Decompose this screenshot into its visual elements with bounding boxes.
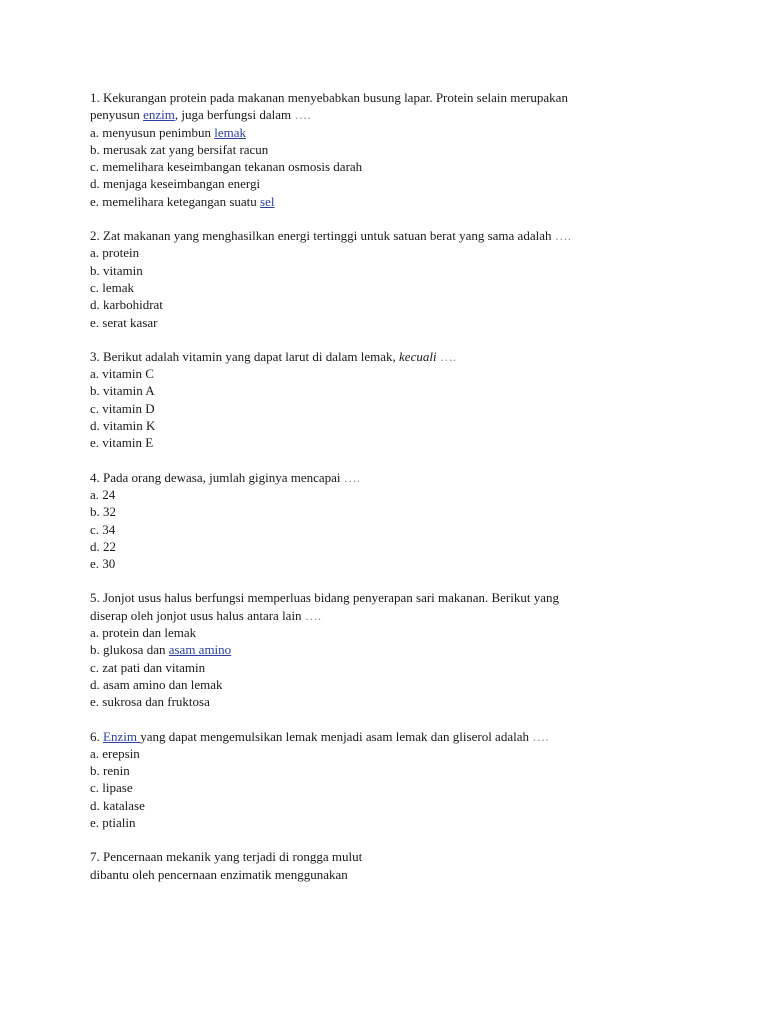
answer-option: [90, 365, 690, 382]
quiz-document: [90, 89, 690, 900]
answer-blank-ellipsis: ….: [343, 469, 361, 485]
glossary-link[interactable]: sel: [260, 193, 275, 209]
text-run: c. vitamin D: [90, 400, 155, 416]
text-run: , juga berfungsi dalam: [174, 107, 295, 123]
glossary-link[interactable]: enzim: [143, 107, 175, 123]
question-3: [90, 348, 690, 452]
question-1: [90, 89, 690, 210]
text-run: e. vitamin E: [90, 435, 154, 451]
question-4: [90, 469, 690, 573]
answer-option: [90, 417, 690, 434]
answer-option: [90, 797, 690, 814]
answer-option: [90, 624, 690, 641]
question-stem-line: [90, 348, 690, 365]
text-run: b. 32: [90, 504, 116, 520]
answer-option: [90, 676, 690, 693]
text-run: penyusun: [90, 107, 144, 123]
question-stem-line: [90, 607, 690, 624]
answer-blank-ellipsis: ….: [439, 348, 457, 364]
question-stem-line: [90, 728, 690, 745]
text-run: c. 34: [90, 521, 116, 537]
question-stem-line: [90, 866, 690, 883]
question-stem-line: [90, 469, 690, 486]
answer-option: [90, 262, 690, 279]
question-6: [90, 728, 690, 832]
answer-option: [90, 314, 690, 331]
answer-option: [90, 296, 690, 313]
text-run: 3. Berikut adalah vitamin yang dapat larut di dalam lemak,: [90, 348, 400, 364]
answer-option: [90, 279, 690, 296]
text-run: e. sukrosa dan fruktosa: [90, 694, 210, 710]
question-stem-line: [90, 589, 690, 606]
answer-option: [90, 434, 690, 451]
text-run: a. vitamin C: [90, 366, 154, 382]
text-run: a. 24: [90, 486, 116, 502]
text-run: dibantu oleh pencernaan enzimatik menggunakan: [90, 866, 348, 882]
answer-option: [90, 693, 690, 710]
text-run: a. protein: [90, 245, 140, 261]
question-stem-line: [90, 848, 690, 865]
text-run: d. katalase: [90, 797, 145, 813]
answer-option: [90, 745, 690, 762]
text-run: c. memelihara keseimbangan tekanan osmosis darah: [90, 159, 363, 175]
text-run: a. erepsin: [90, 745, 140, 761]
answer-option: [90, 762, 690, 779]
answer-option: [90, 503, 690, 520]
answer-option: [90, 538, 690, 555]
glossary-link[interactable]: lemak: [214, 124, 246, 140]
text-run: e. ptialin: [90, 814, 136, 830]
text-run: 2. Zat makanan yang menghasilkan energi tertinggi untuk satuan berat yang sama adalah: [90, 228, 555, 244]
text-run: c. zat pati dan vitamin: [90, 659, 206, 675]
answer-option: [90, 158, 690, 175]
answer-option: [90, 779, 690, 796]
question-stem-line: [90, 106, 690, 123]
text-run: b. renin: [90, 763, 130, 779]
text-run: 4. Pada orang dewasa, jumlah giginya mencapai: [90, 469, 344, 485]
answer-blank-ellipsis: ….: [294, 107, 311, 123]
answer-option: [90, 641, 690, 658]
text-run: diserap oleh jonjot usus halus antara lain: [90, 607, 305, 623]
text-run: a. menyusun penimbun: [90, 124, 215, 140]
answer-option: [90, 193, 690, 210]
text-run: e. memelihara ketegangan suatu: [90, 193, 261, 209]
text-run: e. 30: [90, 556, 116, 572]
text-run: 6.: [90, 728, 103, 744]
text-run: b. glukosa dan: [90, 642, 169, 658]
question-5: [90, 589, 690, 710]
text-run: 7. Pencernaan mekanik yang terjadi di rongga mulut: [90, 849, 363, 865]
answer-blank-ellipsis: ….: [554, 228, 571, 244]
text-run: 1. Kekurangan protein pada makanan menyebabkan busung lapar. Protein selain merupakan: [90, 90, 568, 105]
question-stem-line: [90, 89, 690, 106]
text-run: b. vitamin: [90, 262, 143, 278]
glossary-link[interactable]: asam amino: [168, 642, 232, 658]
text-run: 5. Jonjot usus halus berfungsi memperluas bidang penyerapan sari makanan. Berikut yang: [90, 590, 559, 606]
answer-blank-ellipsis: ….: [532, 728, 549, 744]
answer-option: [90, 659, 690, 676]
answer-option: [90, 175, 690, 192]
answer-option: [90, 555, 690, 572]
text-run: d. asam amino dan lemak: [90, 676, 223, 692]
glossary-link[interactable]: Enzim: [103, 728, 141, 744]
answer-option: [90, 400, 690, 417]
answer-option: [90, 244, 690, 261]
answer-option: [90, 521, 690, 538]
text-run: yang dapat mengemulsikan lemak menjadi asam lemak dan gliserol adalah: [140, 728, 533, 744]
question-7: [90, 848, 690, 883]
text-run: d. karbohidrat: [90, 297, 163, 313]
question-stem-line: [90, 227, 690, 244]
answer-option: [90, 124, 690, 141]
question-2: [90, 227, 690, 331]
text-run: a. protein dan lemak: [90, 625, 197, 641]
text-run: c. lemak: [90, 279, 135, 295]
emphasis-text: kecuali: [399, 348, 437, 364]
answer-option: [90, 141, 690, 158]
answer-option: [90, 486, 690, 503]
text-run: b. merusak zat yang bersifat racun: [90, 141, 269, 157]
text-run: d. 22: [90, 538, 116, 554]
text-run: d. vitamin K: [90, 418, 156, 434]
answer-option: [90, 382, 690, 399]
answer-blank-ellipsis: ….: [304, 607, 322, 623]
text-run: b. vitamin A: [90, 383, 155, 399]
answer-option: [90, 814, 690, 831]
text-run: e. serat kasar: [90, 314, 158, 330]
text-run: d. menjaga keseimbangan energi: [90, 176, 261, 192]
text-run: c. lipase: [90, 780, 133, 796]
